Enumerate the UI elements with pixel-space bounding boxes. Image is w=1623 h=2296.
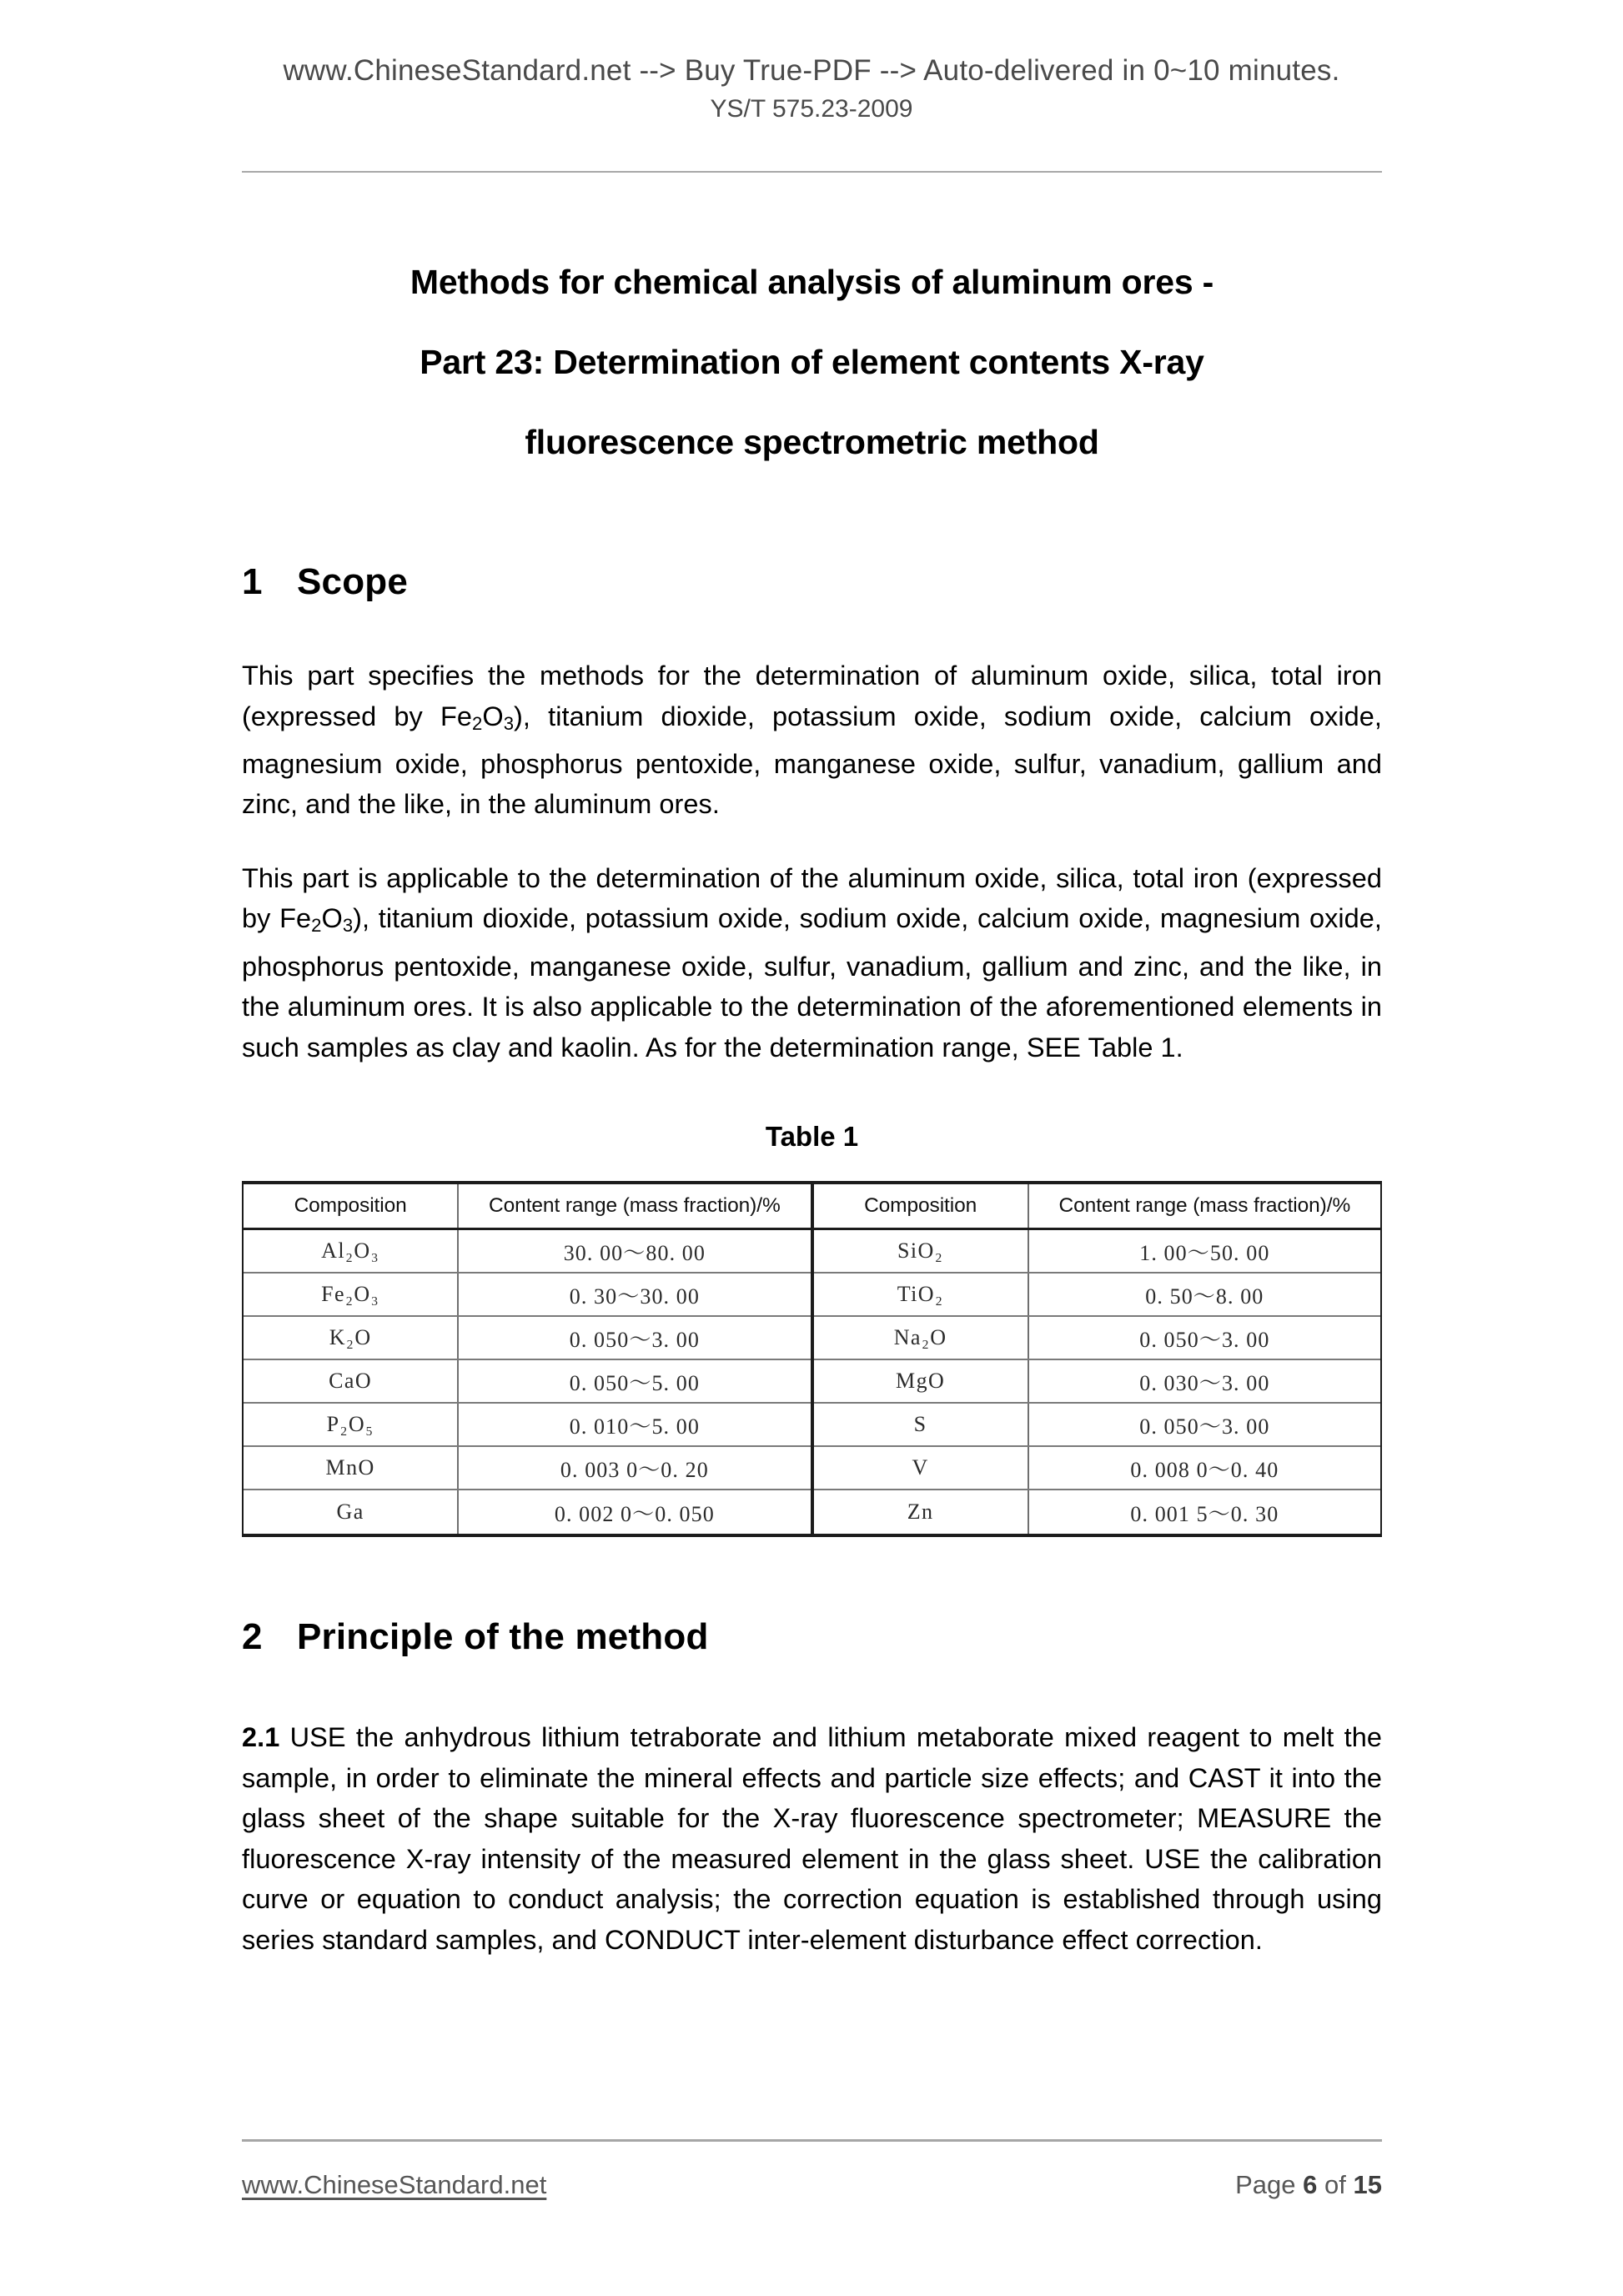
scope-p2-part-a: This part is applicable to the determination of the aluminum oxide, silica, total iron (expressed by Fe — [242, 862, 1382, 934]
cell-composition: Na₂O — [814, 1317, 1029, 1359]
title-line-1: Methods for chemical analysis of aluminum ores - — [410, 263, 1214, 301]
cell-composition: K₂O — [244, 1317, 459, 1359]
cell-content-range: 0. 30～30. 00 — [569, 1284, 700, 1309]
cell-content-range: 0. 050～3. 00 — [569, 1327, 700, 1352]
table-row — [244, 1490, 811, 1534]
cell-content-range: 1. 00～50. 00 — [1139, 1240, 1270, 1265]
page-total-number: 15 — [1353, 2170, 1382, 2199]
table-caption: Table 1 — [765, 1121, 859, 1153]
cell-composition: Ga — [244, 1490, 459, 1534]
title-line-3: fluorescence spectrometric method — [525, 423, 1099, 461]
table-row — [244, 1447, 811, 1490]
table-row — [244, 1230, 811, 1274]
cell-composition: V — [814, 1447, 1029, 1489]
cell-content-range: 0. 001 5～0. 30 — [1130, 1501, 1279, 1526]
cell-content-range: 0. 50～8. 00 — [1145, 1284, 1264, 1309]
cell-composition: CaO — [244, 1360, 459, 1402]
table-row — [814, 1360, 1381, 1404]
heading-scope — [242, 559, 1382, 605]
table-row — [814, 1447, 1381, 1490]
footer-site-link[interactable]: www.ChineseStandard.net — [242, 2170, 547, 2199]
scope-p2-subscript-1: 2 — [311, 915, 322, 937]
table-row — [244, 1360, 811, 1404]
table-row — [814, 1404, 1381, 1447]
page-middle-label: of — [1324, 2170, 1346, 2199]
cell-content-range: 0. 002 0～0. 050 — [554, 1501, 715, 1526]
page-footer — [242, 2170, 1382, 2200]
cell-content-range: 0. 050～3. 00 — [1139, 1327, 1270, 1352]
principle-paragraph-2-1 — [242, 1717, 1382, 1960]
footer-divider — [242, 2139, 1382, 2142]
scope-paragraph-2 — [242, 858, 1382, 1068]
clause-number-2-1: 2.1 — [242, 1722, 280, 1753]
table-row — [244, 1404, 811, 1447]
column-header-composition-left: Composition — [244, 1184, 459, 1228]
scope-p1-subscript-2: 3 — [503, 712, 515, 734]
cell-composition: Fe₂O₃ — [244, 1274, 459, 1315]
cell-composition: Zn — [814, 1490, 1029, 1534]
cell-content-range: 0. 008 0～0. 40 — [1130, 1457, 1279, 1482]
cell-content-range: 0. 030～3. 00 — [1139, 1370, 1270, 1395]
table-row — [814, 1317, 1381, 1360]
cell-composition: P₂O₅ — [244, 1404, 459, 1445]
cell-composition: MnO — [244, 1447, 459, 1489]
cell-content-range: 30. 00～80. 00 — [563, 1240, 706, 1265]
cell-composition: MgO — [814, 1360, 1029, 1402]
promo-banner-text: www.ChineseStandard.net --> Buy True-PDF --> Auto-delivered in 0~10 minutes. — [283, 54, 1340, 87]
page-current-number: 6 — [1303, 2170, 1318, 2199]
column-header-composition-right: Composition — [814, 1184, 1029, 1228]
scope-p2-part-c: ), titanium dioxide, potassium oxide, sodium oxide, calcium oxide, magnesium oxide, phosphorus pentoxide, manganese oxide, sulfur, vanadium, gallium and zinc, and the like, in the aluminum ores. It is also applicable to the determination of the aforementioned elements in such samples as clay and kaolin. As for the determination range, SEE Table 1. — [242, 903, 1382, 1063]
cell-content-range: 0. 050～3. 00 — [1139, 1414, 1270, 1439]
table-row — [244, 1274, 811, 1317]
table-right-half — [812, 1184, 1381, 1534]
column-header-content-range-left: Content range (mass fraction)/% — [489, 1194, 781, 1218]
cell-content-range: 0. 010～5. 00 — [569, 1414, 700, 1439]
scope-paragraph-1 — [242, 656, 1382, 825]
heading-scope-number: 1 — [242, 561, 263, 602]
title-line-2: Part 23: Determination of element contents X-ray — [420, 343, 1204, 381]
cell-composition: SiO₂ — [814, 1230, 1029, 1272]
table-row — [814, 1490, 1381, 1534]
page-number-indicator — [1235, 2170, 1382, 2200]
page-prefix-label: Page — [1235, 2170, 1296, 2199]
scope-p1-part-c: ), titanium dioxide, potassium oxide, sodium oxide, calcium oxide, magnesium oxide, phosphorus pentoxide, manganese oxide, sulfur, vanadium, gallium and zinc, and the like, in the aluminum ores. — [242, 701, 1382, 820]
heading-principle — [242, 1614, 1382, 1660]
table-row — [814, 1230, 1381, 1274]
cell-content-range: 0. 050～5. 00 — [569, 1370, 700, 1395]
table-1 — [242, 1181, 1382, 1537]
cell-composition: Al₂O₃ — [244, 1230, 459, 1272]
heading-principle-label: Principle of the method — [297, 1616, 709, 1658]
document-title — [242, 242, 1382, 482]
heading-scope-label: Scope — [297, 561, 409, 602]
standard-number: YS/T 575.23-2009 — [710, 95, 913, 123]
column-header-content-range-right: Content range (mass fraction)/% — [1058, 1194, 1351, 1218]
table-row — [244, 1317, 811, 1360]
heading-principle-number: 2 — [242, 1616, 263, 1658]
table-row — [814, 1274, 1381, 1317]
cell-content-range: 0. 003 0～0. 20 — [560, 1457, 709, 1482]
scope-p1-part-a: This part specifies the methods for the determination of aluminum oxide, silica, total iron (expressed by Fe — [242, 661, 1382, 731]
scope-p1-part-b: O — [482, 701, 504, 731]
table-left-half — [244, 1184, 812, 1534]
scope-p2-part-b: O — [321, 903, 343, 934]
document-content — [242, 0, 1382, 1960]
clause-text-2-1: USE the anhydrous lithium tetraborate and lithium metaborate mixed reagent to melt the sample, in order to eliminate the mineral effects and particle size effects; and CAST it into the glass sheet of the shape suitable for the X-ray fluorescence spectrometer; MEASURE the fluorescence X-ray intensity of the measured element in the glass sheet. USE the calibration curve or equation to conduct analysis; the correction equation is established through using series standard samples, and CONDUCT inter-element disturbance effect correction. — [242, 1722, 1382, 1955]
cell-composition: TiO₂ — [814, 1274, 1029, 1315]
cell-composition: S — [814, 1404, 1029, 1445]
table-header-row-left — [244, 1184, 811, 1230]
table-header-row-right — [814, 1184, 1381, 1230]
scope-p1-subscript-1: 2 — [472, 712, 483, 734]
scope-p2-subscript-2: 3 — [342, 915, 354, 937]
